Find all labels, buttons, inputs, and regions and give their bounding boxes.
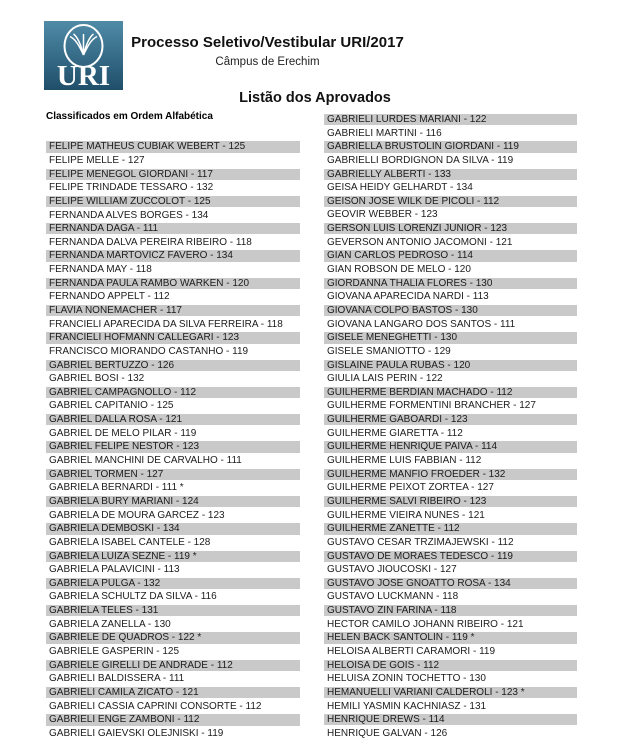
list-item: GUILHERME GIARETTA - 112 xyxy=(327,427,463,439)
list-item: GIAN ROBSON DE MELO - 120 xyxy=(327,264,471,276)
list-item: GABRIELA SCHULTZ DA SILVA - 116 xyxy=(49,591,217,603)
list-item: FERNANDA MARTOVICZ FAVERO - 134 xyxy=(46,250,300,261)
list-item: HECTOR CAMILO JOHANN RIBEIRO - 121 xyxy=(327,618,524,630)
list-item: FRANCISCO MIORANDO CASTANHO - 119 xyxy=(49,345,249,357)
list-item: GABRIELI LURDES MARIANI - 122 xyxy=(324,114,577,125)
page-title: Processo Seletivo/Vestibular URI/2017 xyxy=(131,34,404,51)
list-item: GUILHERME SALVI RIBEIRO - 123 xyxy=(324,496,577,507)
list-item: GABRIEL BERTUZZO - 126 xyxy=(46,360,300,371)
list-item: HELOISA ALBERTI CARAMORI - 119 xyxy=(327,645,496,657)
list-item: GABRIELA DEMBOSKI - 134 xyxy=(46,523,300,534)
list-item: FERNANDA DAGA - 111 xyxy=(46,223,300,234)
list-item: GABRIELI ENGE ZAMBONI - 112 xyxy=(46,714,300,725)
list-item: GABRIELA PULGA - 132 xyxy=(46,578,300,589)
list-item: HENRIQUE GALVAN - 126 xyxy=(327,727,448,739)
logo-wordmark: URI xyxy=(56,60,111,90)
right-rows xyxy=(324,114,577,739)
list-item: GUSTAVO JIOUCOSKI - 127 xyxy=(327,564,457,576)
list-item: GABRIELI CASSIA CAPRINI CONSORTE - 112 xyxy=(49,700,262,712)
list-item: GISELE MENEGHETTI - 130 xyxy=(324,332,577,343)
list-item: GABRIEL CAMPAGNOLLO - 112 xyxy=(46,387,300,398)
list-item: GABRIEL TORMEN - 127 xyxy=(46,469,300,480)
list-item: GABRIELLI BORDIGNON DA SILVA - 119 xyxy=(327,154,514,166)
list-item: HELEN BACK SANTOLIN - 119 * xyxy=(324,632,577,643)
list-item: GUILHERME VIEIRA NUNES - 121 xyxy=(327,509,485,521)
list-item: HEMILI YASMIN KACHNIASZ - 131 xyxy=(327,700,487,712)
list-item: GIOVANA COLPO BASTOS - 130 xyxy=(324,305,577,316)
list-item: GUILHERME GABOARDI - 123 xyxy=(324,414,577,425)
list-item: GABRIELA TELES - 131 xyxy=(46,605,300,616)
list-item: FERNANDA ALVES BORGES - 134 xyxy=(49,209,209,221)
list-item: GABRIELA ZANELLA - 130 xyxy=(49,618,171,630)
list-item: FERNANDA PAULA RAMBO WARKEN - 120 xyxy=(46,278,300,289)
list-item: GUSTAVO DE MORAES TEDESCO - 119 xyxy=(324,551,577,562)
list-item: FERNANDO APPELT - 112 xyxy=(49,291,170,303)
list-item: HELUISA ZONIN TOCHETTO - 130 xyxy=(327,673,486,685)
list-item: GIORDANNA THALIA FLORES - 130 xyxy=(324,278,577,289)
list-item: GUSTAVO CESAR TRZIMAJEWSKI - 112 xyxy=(327,536,514,548)
list-item: GABRIELA ISABEL CANTELE - 128 xyxy=(49,536,211,548)
left-rows xyxy=(46,141,300,739)
list-item: GABRIELA LUIZA SEZNE - 119 * xyxy=(46,551,300,562)
list-item: GABRIELE GASPERIN - 125 xyxy=(49,646,180,657)
list-item: FERNANDA MAY - 118 xyxy=(49,264,152,276)
list-item: GEISON JOSE WILK DE PICOLI - 112 xyxy=(324,196,577,207)
title-block xyxy=(110,34,425,68)
list-item: FERNANDA DALVA PEREIRA RIBEIRO - 118 xyxy=(49,236,252,248)
list-item: FELIPE TRINDADE TESSARO - 132 xyxy=(49,182,214,194)
list-item: GERSON LUIS LORENZI JUNIOR - 123 xyxy=(324,223,577,234)
list-item: GUILHERME PEIXOT ZORTEA - 127 xyxy=(327,482,494,494)
list-item: GABRIELI GAIEVSKI OLEJNISKI - 119 xyxy=(49,727,224,739)
list-item: GABRIELA BURY MARIANI - 124 xyxy=(46,496,300,507)
list-item: GUILHERME FORMENTINI BRANCHER - 127 xyxy=(327,400,536,412)
list-title: Listão dos Aprovados xyxy=(239,90,391,106)
column-right xyxy=(324,114,577,741)
list-item: GEOVIR WEBBER - 123 xyxy=(327,209,438,221)
list-item: GABRIEL BOSI - 132 xyxy=(49,373,145,385)
list-item: GUILHERME MANFIO FROEDER - 132 xyxy=(324,469,577,480)
list-item: GUILHERME ZANETTE - 112 xyxy=(324,523,577,534)
list-item: HENRIQUE DREWS - 114 xyxy=(324,714,577,725)
list-item: GABRIEL CAPITANIO - 125 xyxy=(49,400,174,412)
list-item: FELIPE MELLE - 127 xyxy=(49,154,145,166)
list-item: GABRIELLA BRUSTOLIN GIORDANI - 119 xyxy=(324,141,577,152)
list-item: GUSTAVO JOSE GNOATTO ROSA - 134 xyxy=(324,578,577,589)
list-item: FELIPE WILLIAM ZUCCOLOT - 125 xyxy=(46,196,300,207)
list-item: GABRIELLY ALBERTI - 133 xyxy=(324,169,577,180)
campus-subtitle: Câmpus de Erechim xyxy=(215,56,320,68)
list-item: HELOISA DE GOIS - 112 xyxy=(324,660,577,671)
list-item: GABRIEL DE MELO PILAR - 119 xyxy=(49,427,197,439)
list-item: GABRIELI BALDISSERA - 111 xyxy=(49,673,185,685)
column-left xyxy=(46,111,300,741)
list-item: GABRIELE DE QUADROS - 122 * xyxy=(46,632,300,643)
list-item: GABRIEL MANCHINI DE CARVALHO - 111 xyxy=(49,455,242,467)
list-item: GABRIEL FELIPE NESTOR - 123 xyxy=(46,441,300,452)
list-item: GISELE SMANIOTTO - 129 xyxy=(327,345,451,357)
list-item: FLAVIA NONEMACHER - 117 xyxy=(46,305,300,316)
list-item: GEVERSON ANTONIO JACOMONI - 121 xyxy=(327,236,513,248)
list-item: GABRIEL DALLA ROSA - 121 xyxy=(46,414,300,425)
list-item: FELIPE MATHEUS CUBIAK WEBERT - 125 xyxy=(46,141,300,152)
list-item: GABRIELE GIRELLI DE ANDRADE - 112 xyxy=(46,660,300,671)
list-item: GIOVANA LANGARO DOS SANTOS - 111 xyxy=(327,318,516,330)
list-item: HEMANUELLI VARIANI CALDEROLI - 123 * xyxy=(324,687,577,698)
section-label: Classificados em Ordem Alfabética xyxy=(46,111,213,122)
list-item: GISLAINE PAULA RUBAS - 120 xyxy=(324,360,577,371)
list-item: FELIPE MENEGOL GIORDANI - 117 xyxy=(46,169,300,180)
list-item: GIULIA LAIS PERIN - 122 xyxy=(327,373,443,385)
list-item: GEISA HEIDY GELHARDT - 134 xyxy=(327,182,473,194)
list-item: GUSTAVO LUCKMANN - 118 xyxy=(327,591,459,603)
list-item: GABRIELI CAMILA ZICATO - 121 xyxy=(46,687,300,698)
list-item: GABRIELI MARTINI - 116 xyxy=(327,127,442,139)
list-item: FRANCIELI APARECIDA DA SILVA FERREIRA - 118 xyxy=(49,318,283,330)
list-item: GUILHERME LUIS FABBIAN - 112 xyxy=(327,455,482,467)
list-item: GABRIELA DE MOURA GARCEZ - 123 xyxy=(49,509,225,521)
list-item: GUSTAVO ZIN FARINA - 118 xyxy=(324,605,577,616)
list-item: GUILHERME HENRIQUE PAIVA - 114 xyxy=(324,441,577,452)
list-item: FRANCIELI HOFMANN CALLEGARI - 123 xyxy=(46,332,300,343)
list-item: GIOVANA APARECIDA NARDI - 113 xyxy=(327,291,489,303)
list-item: GABRIELA PALAVICINI - 113 xyxy=(49,564,180,576)
list-item: GABRIELA BERNARDI - 111 * xyxy=(49,482,184,494)
list-item: GIAN CARLOS PEDROSO - 114 xyxy=(324,250,577,261)
list-item: GUILHERME BERDIAN MACHADO - 112 xyxy=(324,387,577,398)
